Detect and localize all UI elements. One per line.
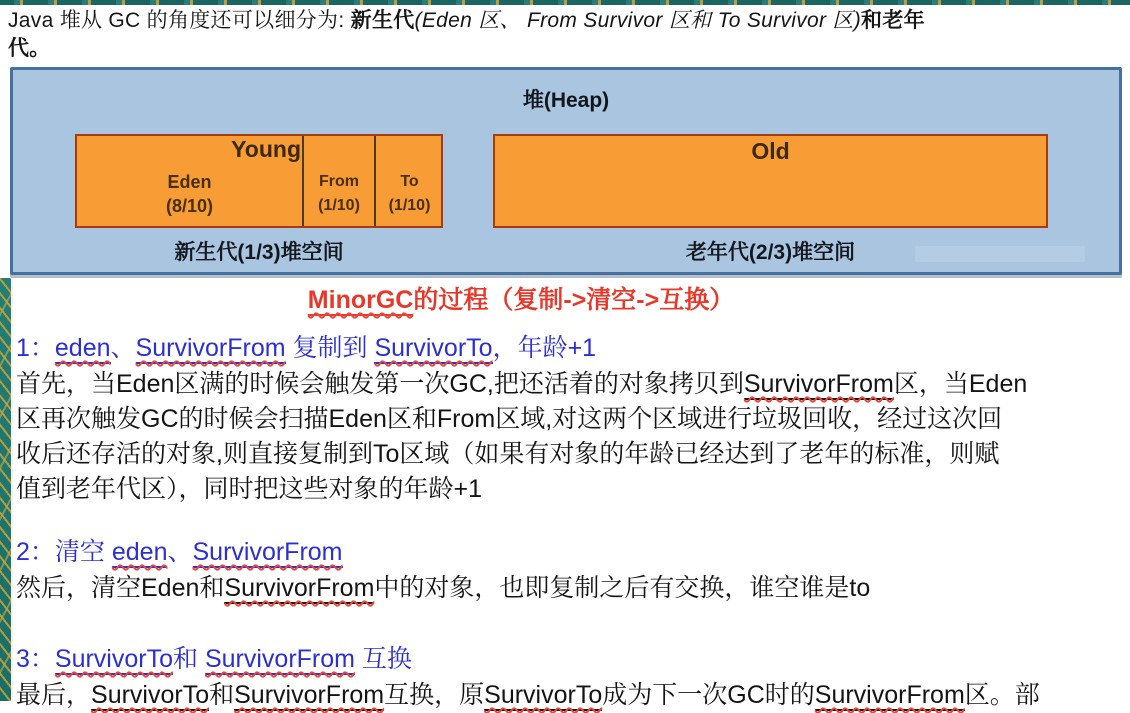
old-label: Old	[751, 138, 790, 164]
intro-paragraph: Java 堆从 GC 的角度还可以细分为: 新生代(Eden 区、 From Survivor 区和 To Survivor 区)和老年 代。	[8, 9, 925, 60]
section-1	[16, 333, 1126, 507]
section-3-body: 最后，SurvivorTo和SurvivorFrom互换，原SurvivorTo成为下一次GC时的SurvivorFrom区。部	[16, 681, 1040, 709]
section-3-title: 3：SurvivorTo和 SurvivorFrom 互换	[16, 645, 412, 673]
section-2-title: 2：清空 eden、SurvivorFrom	[16, 538, 343, 566]
faint-watermark	[915, 246, 1085, 262]
section-1-title: 1：eden、SurvivorFrom 复制到 SurvivorTo，年龄+1	[16, 334, 597, 362]
minorgc-article	[16, 280, 1126, 713]
young-generation-box	[75, 134, 443, 228]
section-3	[16, 644, 1126, 713]
top-decorative-strip	[0, 0, 1130, 5]
article-heading: MinorGC的过程（复制->清空->互换）	[307, 286, 735, 314]
from-ratio: (1/10)	[318, 197, 360, 214]
section-2-body: 然后，清空Eden和SurvivorFrom中的对象，也即复制之后有交换，谁空谁是to	[16, 574, 871, 602]
side-accent-bar	[0, 278, 13, 701]
old-generation-box	[493, 134, 1048, 228]
eden-cell	[77, 164, 302, 224]
section-1-body: 首先，当Eden区满的时候会触发第一次GC,把还活着的对象拷贝到SurvivorFrom区，当Eden 区再次触发GC的时候会扫描Eden区和From区域,对这两个区域进行垃圾回收，经过这次回 收后还存活的对象,则直接复制到To区域（如果有对象的年龄已经达到了老年的标准，则赋 值到老年代区），同时把这些对象的年龄+1	[16, 370, 1028, 503]
from-survivor-cell	[304, 164, 374, 224]
section-2	[16, 537, 1126, 606]
to-name: To	[400, 173, 419, 190]
eden-ratio: (8/10)	[165, 196, 214, 216]
to-survivor-cell	[376, 164, 443, 224]
young-caption: 新生代(1/3)堆空间	[174, 241, 344, 264]
heap-title: 堆(Heap)	[522, 89, 610, 112]
heap-diagram	[10, 67, 1122, 275]
from-name: From	[319, 173, 359, 190]
to-ratio: (1/10)	[388, 197, 431, 214]
old-caption: 老年代(2/3)堆空间	[685, 241, 856, 264]
eden-name: Eden	[167, 172, 212, 192]
young-label: Young	[231, 136, 301, 162]
